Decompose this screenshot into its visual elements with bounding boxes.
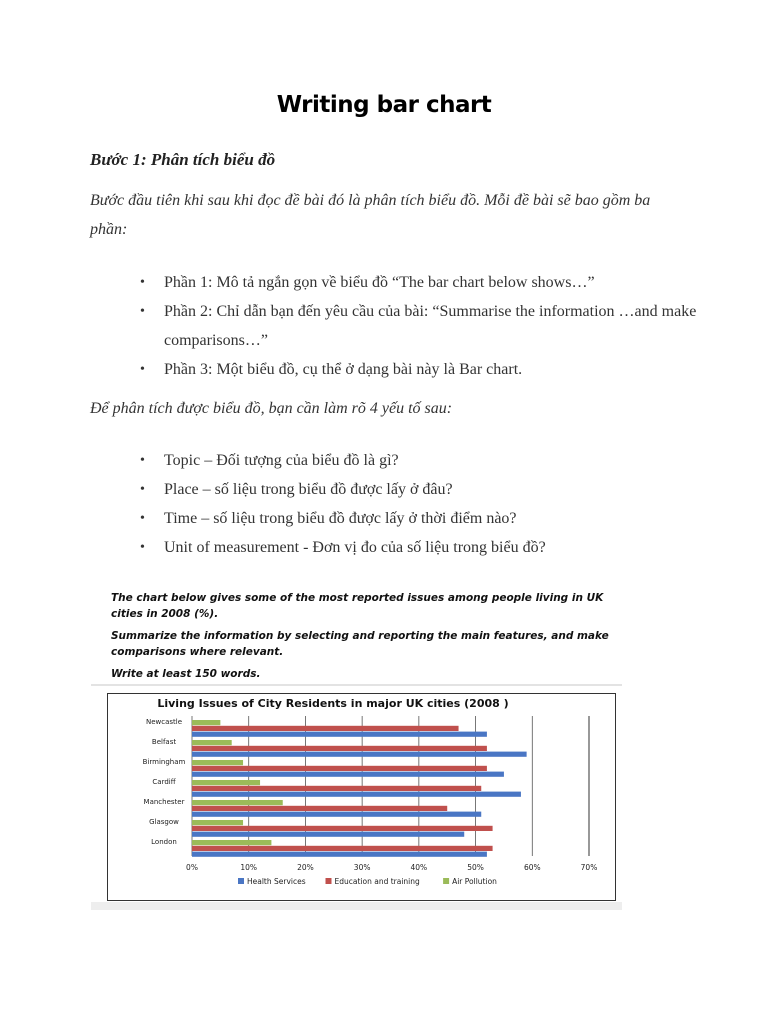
bar (192, 852, 487, 857)
legend-swatch (443, 878, 449, 884)
x-tick-label: 20% (297, 863, 314, 872)
task-prompt: The chart below gives some of the most reported issues among people living in UK cities in 2008 (%). (111, 592, 604, 620)
word-count-instruction: Write at least 150 words. (111, 668, 261, 680)
bar (192, 806, 447, 811)
legend-label: Education and training (334, 877, 420, 886)
x-tick-label: 50% (467, 863, 484, 872)
category-label: Birmingham (142, 758, 186, 766)
legend-swatch (326, 878, 332, 884)
analysis-paragraph: Để phân tích được biểu đồ, bạn cần làm rõ 4 yếu tố sau: (90, 400, 453, 417)
list-item: • Phần 3: Một biểu đồ, cụ thể ở dạng bài này là Bar chart. (140, 355, 700, 384)
x-tick-label: 30% (353, 863, 371, 872)
bar (192, 726, 459, 731)
chart-plot (108, 694, 615, 900)
category-label: Manchester (143, 798, 185, 806)
bar (192, 720, 220, 725)
list-item: • Phần 2: Chỉ dẫn bạn đến yêu cầu của bài: “Summarise the information …and make comparisons…” (140, 297, 700, 355)
category-label: Belfast (151, 738, 177, 746)
factors-list (140, 446, 700, 562)
bar (192, 772, 504, 777)
list-item: • Topic – Đối tượng của biểu đồ là gì? (140, 446, 700, 475)
task-instruction: Summarize the information by selecting and reporting the main features, and make comparisons where relevant. (111, 630, 609, 658)
bar (192, 780, 260, 785)
bar-chart (107, 693, 616, 901)
list-item: • Place – số liệu trong biểu đồ được lấy ở đâu? (140, 475, 700, 504)
x-tick-label: 40% (410, 863, 428, 872)
bar (192, 746, 487, 751)
category-label: Glasgow (149, 818, 179, 826)
bar (192, 826, 493, 831)
x-tick-label: 0% (186, 863, 198, 872)
x-tick-label: 60% (523, 863, 541, 872)
bar (192, 752, 527, 757)
bar (192, 840, 271, 845)
figure-bottom-strip (91, 902, 622, 910)
parts-list (140, 268, 700, 384)
bar (192, 812, 481, 817)
bar (192, 846, 493, 851)
bar (192, 740, 232, 745)
category-label: London (151, 838, 177, 846)
bar (192, 732, 487, 737)
bar (192, 820, 243, 825)
bar (192, 786, 481, 791)
chart-title: Living Issues of City Residents in major UK cities (2008 ) (157, 697, 509, 710)
step-heading: Bước 1: Phân tích biểu đồ (90, 150, 276, 169)
legend-swatch (238, 878, 244, 884)
task-figure (91, 580, 622, 910)
page-title: Writing bar chart (276, 92, 492, 118)
legend-label: Health Services (247, 877, 306, 886)
list-item: • Phần 1: Mô tả ngắn gọn về biểu đồ “The bar chart below shows…” (140, 268, 700, 297)
category-label: Cardiff (152, 778, 176, 786)
bar (192, 792, 521, 797)
legend-label: Air Pollution (452, 877, 497, 886)
bar (192, 766, 487, 771)
x-tick-label: 10% (240, 863, 258, 872)
list-item: • Unit of measurement - Đơn vị đo của số liệu trong biểu đồ? (140, 533, 700, 562)
figure-divider (91, 684, 622, 686)
bar (192, 832, 464, 837)
intro-paragraph: Bước đầu tiên khi sau khi đọc đề bài đó là phân tích biểu đồ. Mỗi đề bài sẽ bao gồm ba phần: (90, 192, 651, 238)
x-tick-label: 70% (580, 863, 598, 872)
list-item: • Time – số liệu trong biểu đồ được lấy ở thời điểm nào? (140, 504, 700, 533)
bar (192, 760, 243, 765)
bar (192, 800, 283, 805)
category-label: Newcastle (145, 718, 183, 726)
